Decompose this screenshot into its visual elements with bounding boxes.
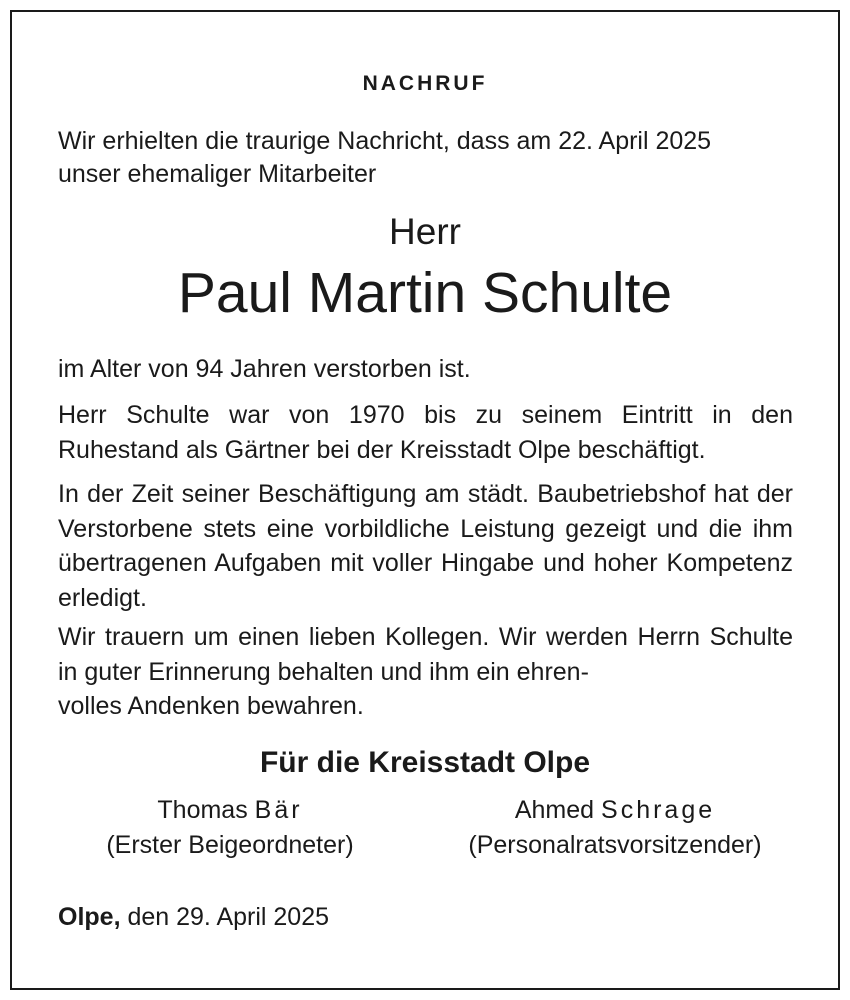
signatory-left — [60, 793, 400, 863]
intro-line-1: Wir erhielten die traurige Nachricht, dass am 22. April 2025 — [58, 127, 712, 155]
deceased-name: Paul Martin Schulte — [177, 261, 673, 325]
place-and-date — [58, 900, 329, 934]
closing-date: den 29. April 2025 — [127, 903, 330, 931]
signatory-first-name: Thomas — [157, 796, 248, 824]
notice-heading: NACHRUF — [362, 72, 488, 95]
signatory-name — [430, 793, 800, 828]
signatory-first-name: Ahmed — [514, 796, 595, 824]
intro-line-2: unser ehemaliger Mitarbeiter — [58, 160, 377, 188]
signatory-role: (Personalratsvorsitzender) — [468, 831, 762, 859]
service-paragraph: In der Zeit seiner Beschäftigung am städt. Baubetriebshof hat der Verstorbene stets eine vorbildliche Leistung gezeigt und die ihm übertragenen Aufgaben mit voller Hingabe und hoher Kompetenz erledigt. — [58, 480, 793, 612]
closing-place: Olpe, — [58, 903, 121, 931]
deceased-salutation: Herr — [389, 211, 461, 252]
mourning-text-end: volles Andenken bewahren. — [58, 692, 364, 720]
career-paragraph: Herr Schulte war von 1970 bis zu seinem Eintritt in den Ruhestand als Gärtner bei der Kreisstadt Olpe beschäftigt. — [58, 401, 793, 464]
signatory-last-name: Bär — [254, 796, 303, 824]
signatory-right — [430, 793, 800, 863]
intro-text — [58, 125, 798, 191]
signatory-role: (Erster Beigeordneter) — [106, 831, 354, 859]
signatory-name — [60, 793, 400, 828]
signatory-last-name: Schrage — [601, 796, 716, 824]
age-paragraph: im Alter von 94 Jahren verstorben ist. — [58, 355, 471, 383]
organization-name: Für die Kreisstadt Olpe — [259, 746, 591, 779]
mourning-paragraph — [58, 620, 793, 724]
mourning-text: Wir trauern um einen lieben Kollegen. Wir werden Herrn Schulte in guter Erinnerung behalten und ihm ein ehren- — [58, 623, 793, 686]
